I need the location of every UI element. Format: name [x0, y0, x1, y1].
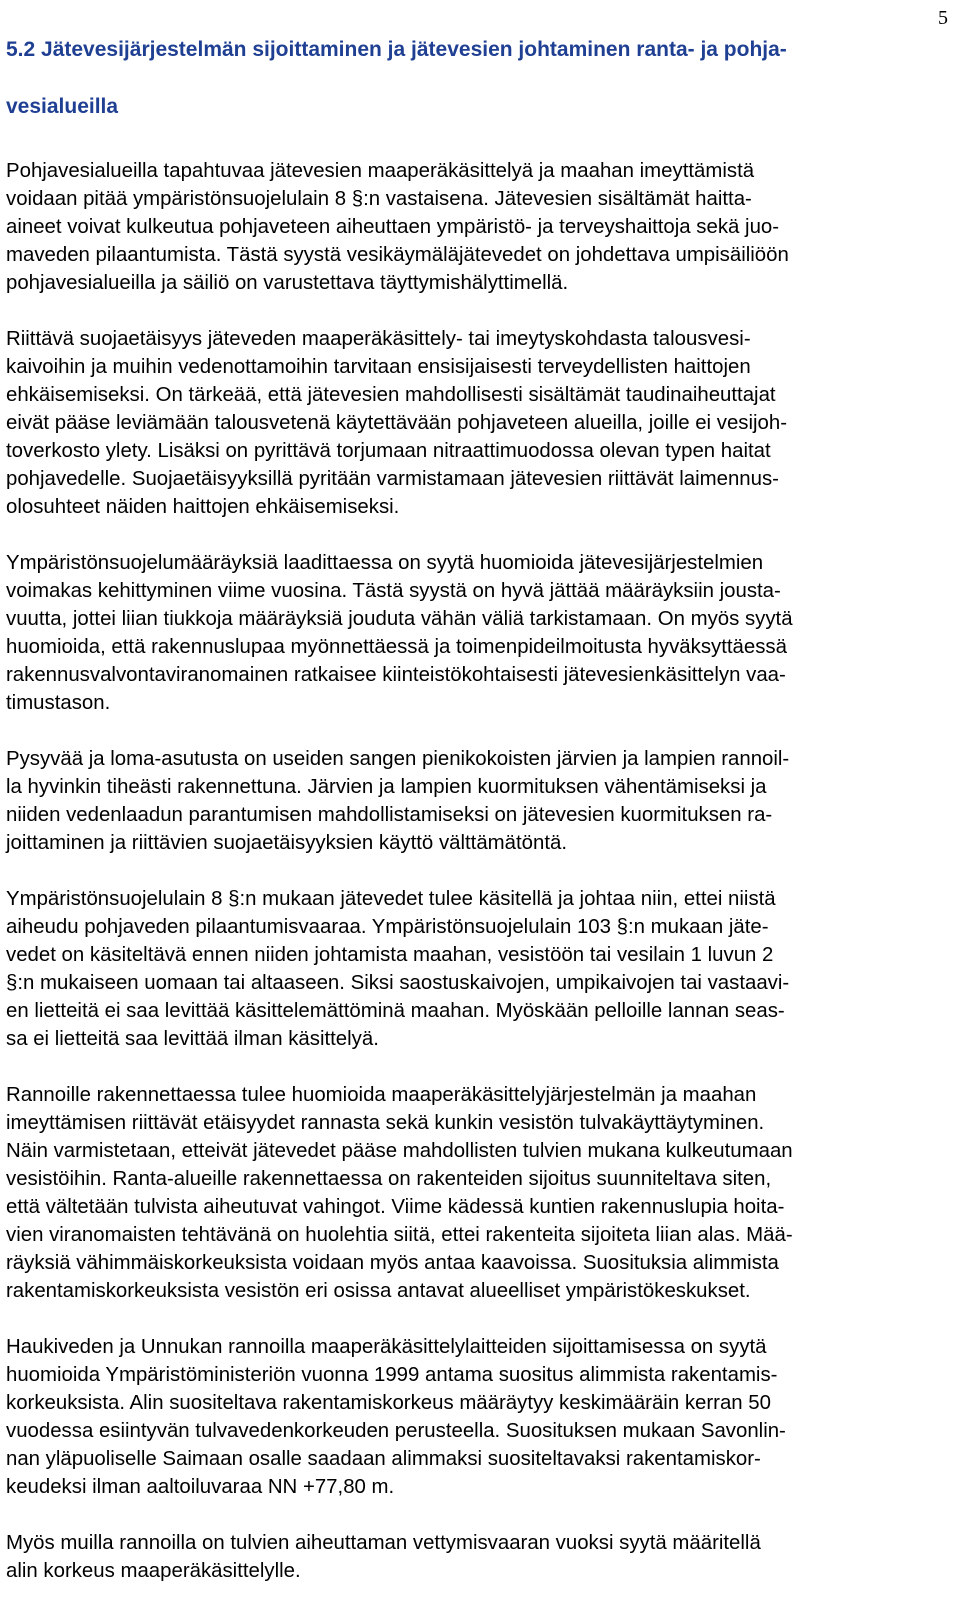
paragraph-8: [6, 1529, 954, 1585]
text-line: nan yläpuoliselle Saimaan osalle saadaan alimmaksi suositeltavaksi rakentamiskor-: [6, 1448, 761, 1470]
text-line: vien viranomaisten tehtävänä on huolehtia siitä, ettei rakenteita sijoiteta liian alas. Mää-: [6, 1224, 793, 1246]
text-line: olosuhteet näiden haittojen ehkäisemiseksi.: [6, 496, 400, 518]
text-line: korkeuksista. Alin suositeltava rakentamiskorkeus määräytyy keskimääräin kerran 50: [6, 1392, 771, 1414]
text-line: en lietteitä ei saa levittää käsittelemättöminä maahan. Myöskään pelloille lannan seas-: [6, 1000, 785, 1022]
heading-line: 5.2 Jätevesijärjestelmän sijoittaminen ja jätevesien johtaminen ranta- ja pohja-: [6, 38, 787, 61]
text-line: Pysyvää ja loma-asutusta on useiden sangen pienikokoisten järvien ja lampien rannoil-: [6, 748, 790, 770]
text-line: Ympäristönsuojelumääräyksiä laadittaessa on syytä huomioida jätevesijärjestelmien: [6, 552, 764, 574]
text-line: la hyvinkin tiheästi rakennettuna. Järvien ja lampien kuormituksen vähentämiseksi ja: [6, 776, 767, 798]
text-line: eivät pääse leviämään talousvetenä käytettävään pohjaveteen alueilla, joille ei vesijoh-: [6, 412, 788, 434]
text-line: voimakas kehittyminen viime vuosina. Tästä syystä on hyvä jättää määräyksiin jousta-: [6, 580, 781, 602]
text-line: alin korkeus maaperäkäsittelylle.: [6, 1560, 301, 1582]
text-line: vuutta, jottei liian tiukkoja määräyksiä jouduta vähän väliä tarkistamaan. On myös syytä: [6, 608, 793, 630]
text-line: rakentamiskorkeuksista vesistön eri osissa antavat alueelliset ympäristökeskukset.: [6, 1280, 751, 1302]
paragraph-7: [6, 1333, 954, 1501]
text-line: vesistöihin. Ranta-alueille rakennettaessa on rakenteiden sijoitus suunniteltava siten,: [6, 1168, 772, 1190]
text-line: rakennusvalvontaviranomainen ratkaisee kiinteistökohtaisesti jätevesienkäsittelyn vaa-: [6, 664, 786, 686]
text-line: voidaan pitää ympäristönsuojelulain 8 §:n vastaisena. Jätevesien sisältämät haitta-: [6, 188, 752, 210]
paragraph-3: [6, 549, 954, 717]
section-heading: [6, 0, 954, 135]
text-line: aineet voivat kulkeutua pohjaveteen aiheuttaen ympäristö- ja terveyshaittoja sekä juo-: [6, 216, 780, 238]
text-line: toverkosto ylety. Lisäksi on pyrittävä torjumaan nitraattimuodossa olevan typen haitat: [6, 440, 771, 462]
text-line: pohjavedelle. Suojaetäisyyksillä pyritään varmistamaan jätevesien riittävät laimennus-: [6, 468, 779, 490]
text-line: räyksiä vähimmäiskorkeuksista voidaan myös antaa kaavoissa. Suosituksia alimmista: [6, 1252, 779, 1274]
body-text: [6, 157, 954, 1585]
text-line: timustason.: [6, 692, 111, 714]
text-line: §:n mukaiseen uomaan tai altaaseen. Siksi saostuskaivojen, umpikaivojen tai vastaavi-: [6, 972, 790, 994]
paragraph-5: [6, 885, 954, 1053]
text-line: Ympäristönsuojelulain 8 §:n mukaan jätevedet tulee käsitellä ja johtaa niin, ettei niistä: [6, 888, 776, 910]
text-line: pohjavesialueilla ja säiliö on varustettava täyttymishälyttimellä.: [6, 272, 569, 294]
paragraph-2: [6, 325, 954, 521]
text-line: Haukiveden ja Unnukan rannoilla maaperäkäsittelylaitteiden sijoittamisessa on syytä: [6, 1336, 767, 1358]
text-line: Riittävä suojaetäisyys jäteveden maaperäkäsittely- tai imeytyskohdasta talousvesi-: [6, 328, 751, 350]
document-body: [6, 0, 954, 1585]
paragraph-6: [6, 1081, 954, 1305]
text-line: vuodessa esiintyvän tulvavedenkorkeuden perusteella. Suosituksen mukaan Savonlin-: [6, 1420, 786, 1442]
text-line: sa ei lietteitä saa levittää ilman käsittelyä.: [6, 1028, 379, 1050]
text-line: että vältetään tulvista aiheutuvat vahingot. Viime kädessä kuntien rakennuslupia hoita-: [6, 1196, 785, 1218]
heading-line: vesialueilla: [6, 95, 119, 118]
paragraph-4: [6, 745, 954, 857]
text-line: niiden vedenlaadun parantumisen mahdollistamiseksi on jätevesien kuormituksen ra-: [6, 804, 773, 826]
page-number: 5: [938, 7, 948, 29]
text-line: Pohjavesialueilla tapahtuvaa jätevesien maaperäkäsittelyä ja maahan imeyttämistä: [6, 160, 755, 182]
text-line: huomioida, että rakennuslupaa myönnettäessä ja toimenpideilmoitusta hyväksyttäessä: [6, 636, 787, 658]
text-line: Rannoille rakennettaessa tulee huomioida maaperäkäsittelyjärjestelmän ja maahan: [6, 1084, 757, 1106]
text-line: keudeksi ilman aaltoiluvaraa NN +77,80 m.: [6, 1476, 395, 1498]
text-line: vedet on käsiteltävä ennen niiden johtamista maahan, vesistöön tai vesilain 1 luvun 2: [6, 944, 774, 966]
paragraph-1: [6, 157, 954, 297]
text-line: kaivoihin ja muihin vedenottamoihin tarvitaan ensisijaisesti terveydellisten haittojen: [6, 356, 751, 378]
text-line: imeyttämisen riittävät etäisyydet rannasta sekä kunkin vesistön tulvakäyttäytyminen.: [6, 1112, 765, 1134]
text-line: joittaminen ja riittävien suojaetäisyyksien käyttö välttämätöntä.: [6, 832, 568, 854]
text-line: huomioida Ympäristöministeriön vuonna 1999 antama suositus alimmista rakentamis-: [6, 1364, 778, 1386]
text-line: maveden pilaantumista. Tästä syystä vesikäymäläjätevedet on johdettava umpisäiliöön: [6, 244, 789, 266]
text-line: Myös muilla rannoilla on tulvien aiheuttaman vettymisvaaran vuoksi syytä määritellä: [6, 1532, 761, 1554]
text-line: ehkäisemiseksi. On tärkeää, että jätevesien mahdollisesti sisältämät taudinaiheuttajat: [6, 384, 776, 406]
text-line: Näin varmistetaan, etteivät jätevedet pääse mahdollisten tulvien mukana kulkeutumaan: [6, 1140, 793, 1162]
text-line: aiheudu pohjaveden pilaantumisvaaraa. Ympäristönsuojelulain 103 §:n mukaan jäte-: [6, 916, 769, 938]
